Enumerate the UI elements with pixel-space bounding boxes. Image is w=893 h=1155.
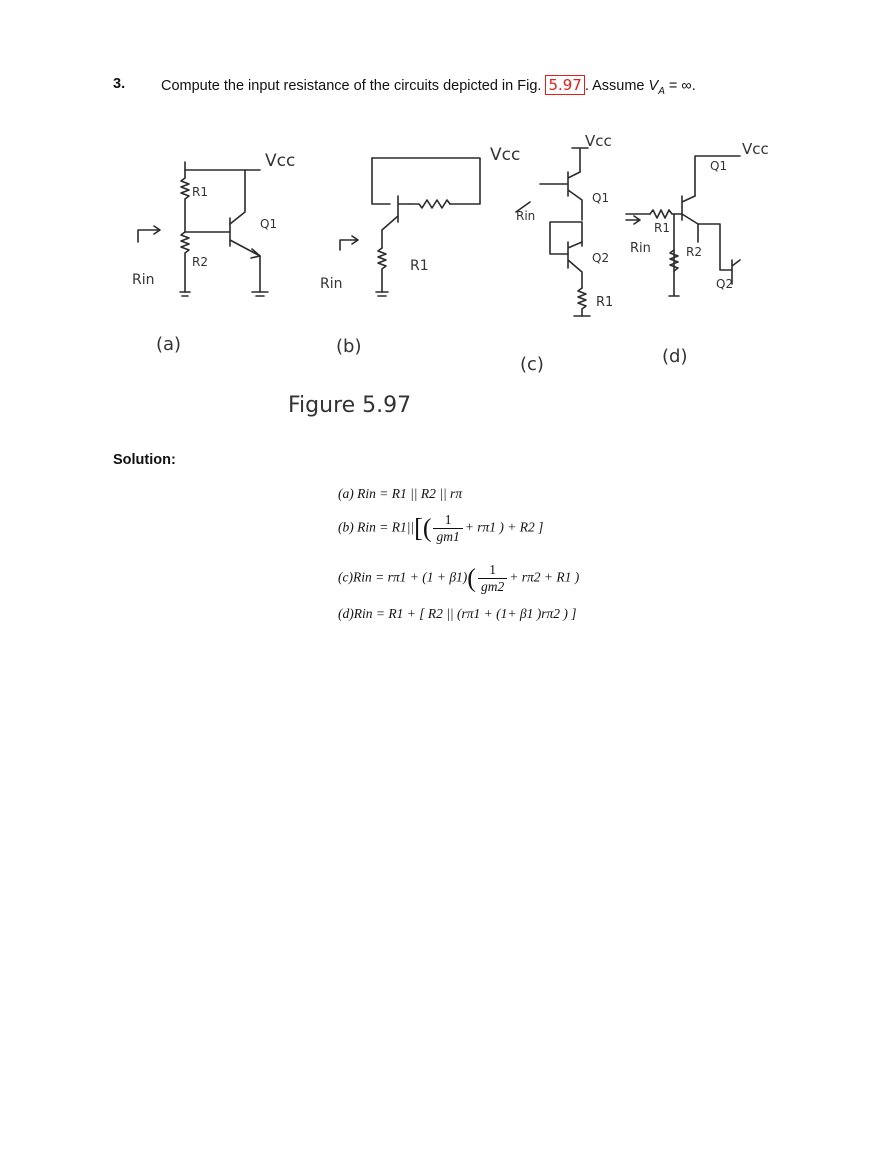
circuit-c xyxy=(516,132,613,375)
circuit-d-q1: Q1 xyxy=(710,159,728,173)
circuit-c-q2: Q2 xyxy=(592,251,610,265)
problem-number: 3. xyxy=(113,76,126,92)
circuit-c-q1: Q1 xyxy=(592,191,610,205)
circuit-d xyxy=(626,140,769,367)
va-symbol xyxy=(648,78,665,97)
problem-text-before: Compute the input resistance of the circuits depicted in Fig. xyxy=(161,78,546,94)
circuit-d-r1: R1 xyxy=(654,221,670,235)
figure-reference-link[interactable]: 5.97 xyxy=(545,75,584,95)
circuit-d-label: (d) xyxy=(662,346,688,367)
circuit-b-r1: R1 xyxy=(410,258,429,274)
circuit-a-vcc: Vcc xyxy=(265,151,296,171)
problem-text xyxy=(161,76,696,97)
equation-c-numerator: 1 xyxy=(478,562,507,579)
circuit-a xyxy=(132,151,295,355)
circuit-c-rin: Rin xyxy=(516,209,536,223)
equation-b-denominator: gm1 xyxy=(436,529,460,544)
circuit-d-q2: Q2 xyxy=(716,277,734,291)
figure-5-97 xyxy=(120,120,769,420)
circuit-b-label: (b) xyxy=(336,336,362,357)
va-subscript: A xyxy=(658,85,665,97)
circuit-b-vcc: Vcc xyxy=(490,145,521,165)
circuit-b-rin: Rin xyxy=(320,276,343,292)
equation-c-prefix: (c)Rin = rπ1 + (1 + β1) xyxy=(338,569,468,585)
equation-b-fraction xyxy=(433,512,462,545)
figure-caption: Figure 5.97 xyxy=(288,393,412,418)
solution-heading: Solution: xyxy=(113,452,176,468)
equation-b-rest: + rπ1 ) + R2 ] xyxy=(464,519,544,535)
equation-c-fraction xyxy=(478,562,507,595)
circuit-d-rin: Rin xyxy=(630,241,651,256)
circuit-a-q1: Q1 xyxy=(260,217,278,231)
equation-b-bracket: [( xyxy=(414,513,432,543)
circuit-a-rin: Rin xyxy=(132,272,155,288)
problem-text-after: . Assume xyxy=(584,78,649,94)
circuit-a-label: (a) xyxy=(156,334,182,355)
circuit-a-r2: R2 xyxy=(192,255,208,269)
equation-d: (d)Rin = R1 + [ R2 || (rπ1 + (1+ β1 )rπ2 ) ] xyxy=(338,606,577,621)
equation-c-paren: ( xyxy=(467,563,476,593)
circuit-b xyxy=(320,145,520,357)
circuit-c-r1: R1 xyxy=(596,295,614,310)
equation-c xyxy=(338,562,579,595)
va-value: = ∞. xyxy=(664,78,696,94)
circuit-d-r2: R2 xyxy=(686,245,702,259)
equation-a: (a) Rin = R1 || R2 || rπ xyxy=(338,486,463,501)
circuit-c-vcc: Vcc xyxy=(585,132,612,150)
equation-c-denominator: gm2 xyxy=(480,579,505,594)
circuit-d-vcc: Vcc xyxy=(742,140,769,158)
circuit-c-label: (c) xyxy=(520,354,544,375)
equation-b xyxy=(338,512,543,545)
equation-b-numerator: 1 xyxy=(433,512,462,529)
circuit-a-r1: R1 xyxy=(192,185,208,199)
va-letter: V xyxy=(648,78,659,94)
equation-b-prefix: (b) Rin = R1|| xyxy=(338,519,415,535)
equation-c-rest: + rπ2 + R1 ) xyxy=(509,569,580,585)
